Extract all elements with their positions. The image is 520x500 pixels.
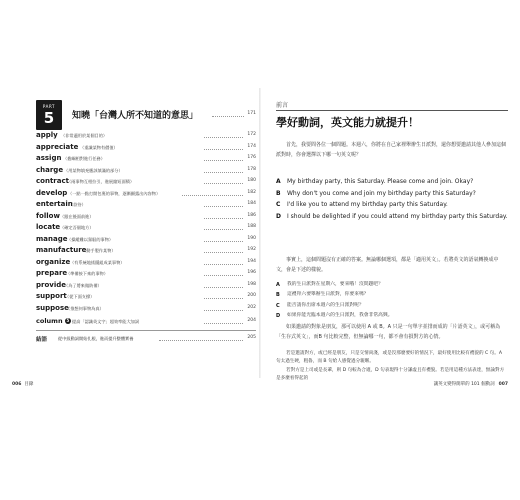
leader-dots	[204, 183, 243, 184]
toc-entry[interactable]	[36, 292, 256, 304]
entry-desc: （重識某物有價值）	[80, 144, 118, 150]
part-page-number: 171	[247, 111, 256, 116]
leader-dots	[212, 116, 244, 117]
entry-desc: （兩事物互相拉引，進展縮短面積）	[67, 179, 135, 184]
entry-page: 186	[247, 212, 256, 218]
leader-dots	[204, 137, 243, 138]
leader-dots	[204, 149, 243, 150]
option-text: I should be delighted if you could attend my birthday party this Saturday.	[287, 212, 508, 220]
part-toc-row	[72, 110, 256, 122]
leader-dots	[204, 323, 243, 324]
toc-entry[interactable]	[36, 258, 256, 270]
entry-desc: （準備接下來的事物）	[66, 271, 108, 276]
right-running-head: 讓英文變得簡單的 101 個動詞	[433, 382, 495, 387]
entry-page: 198	[247, 281, 256, 287]
option-letter: C	[276, 201, 281, 209]
entry-desc: （擔綱相對進行任務）	[63, 156, 105, 161]
entry-page: 194	[247, 258, 256, 264]
entry-word: follow	[36, 211, 60, 220]
entry-desc: （確定吾個地方）	[60, 225, 94, 230]
entry-page: 178	[247, 166, 256, 172]
entry-desc: （一點一點打開包裹的事物，逐漸顯露出內容物）	[68, 190, 161, 196]
paragraph-3: 如果邀請的對象是朋友，那可以使用 A 或 B。A 只是一句單字並排而成的「片語英文」，或可稱為「生存式英文」，而B 句比較完整，但無論哪一句，都不會有損對方的心情。	[276, 324, 501, 340]
toc-entry[interactable]	[36, 131, 256, 143]
leader-dots	[204, 172, 243, 173]
toc-entry[interactable]	[36, 269, 256, 281]
leader-dots	[204, 241, 243, 242]
entry-page: 182	[247, 189, 256, 195]
option-zh-c	[276, 301, 508, 311]
epilogue-label: 結語	[36, 337, 48, 343]
preface-label: 前言	[276, 102, 289, 109]
entry-word: assign	[36, 154, 62, 162]
leader-dots	[204, 252, 243, 253]
part-title: 知曉「台灣人所不知道的意思」	[72, 111, 199, 121]
left-page-number: 006	[12, 382, 22, 387]
left-folio	[12, 381, 33, 387]
entry-desc: （動手製作某物）	[82, 248, 116, 253]
epilogue-entry[interactable]	[36, 334, 256, 346]
option-letter: B	[276, 189, 281, 197]
option-letter: C	[276, 302, 280, 309]
entry-page: 176	[247, 155, 256, 160]
toc-entry[interactable]	[36, 281, 256, 293]
option-en-c	[276, 199, 508, 211]
epilogue-page: 205	[247, 335, 256, 340]
right-page-preface	[261, 0, 520, 500]
entry-word: develop	[36, 188, 68, 197]
entry-page: 174	[247, 143, 256, 149]
leader-dots	[204, 218, 243, 219]
entry-word: contract	[36, 177, 69, 185]
entry-page: 196	[247, 270, 256, 275]
option-zh-b	[276, 290, 508, 300]
paragraph-4: 若是邀請對方，或已經是朋友，只是交情尚淺，或是沒那麼要好的情況下，最好使用比較有禮貌的 C 句。A 句太過生硬，粗魯，而 B 句給人感覺過分親暱。	[276, 351, 502, 365]
entry-desc: （操縱難以駕馭的事物）	[67, 236, 114, 242]
entry-word: appreciate	[36, 142, 79, 151]
leader-dots	[204, 229, 243, 230]
preface-title: 學好動詞，英文能力就提升！	[276, 116, 419, 129]
left-page-contents	[0, 0, 259, 500]
entry-page: 190	[247, 235, 256, 241]
part-badge	[36, 100, 62, 130]
part-number: 5	[43, 109, 55, 127]
leader-dots	[159, 340, 243, 341]
option-letter: A	[276, 282, 280, 288]
entry-desc: （推想何事物為真）	[66, 305, 104, 311]
leader-dots	[204, 275, 243, 276]
entry-page: 202	[247, 304, 256, 310]
toc-entry[interactable]	[36, 223, 256, 235]
option-en-d	[276, 211, 508, 223]
option-text: I'd like you to attend my birthday party this Saturday.	[287, 201, 448, 209]
entry-word: suppose	[36, 303, 69, 312]
toc-entry[interactable]	[36, 246, 256, 258]
entry-page: 172	[247, 132, 256, 137]
leader-dots	[204, 264, 243, 265]
option-text: My birthday party, this Saturday. Please come and join. Okay?	[287, 178, 474, 185]
option-text: 如果你能光臨本週六的生日派對，我會非常高興。	[287, 313, 393, 319]
entry-desc: （有系統地搖擺組成某事物）	[70, 259, 125, 265]
chinese-options	[276, 280, 508, 322]
option-letter: A	[276, 178, 281, 185]
epilogue-desc: 從中級動詞開始扎根，進而提升整體實養	[58, 336, 134, 341]
entry-word: prepare	[36, 269, 68, 277]
entry-page: 180	[247, 178, 256, 183]
toc-entry[interactable]	[36, 304, 256, 316]
paragraph-5: 若對方是上司或是長輩，則 D 句較為合適，D 句表現得十分謙虛且有禮貌。若是用這種方法表達，無論對方是多麼看得起的	[276, 367, 505, 382]
column-page: 204	[247, 317, 256, 323]
english-options	[276, 176, 508, 222]
column-heading	[36, 317, 71, 325]
entry-desc: （款待）	[69, 202, 86, 207]
preface-rule	[276, 110, 508, 111]
option-text: 這禮拜六要舉辦生日派對，你要來嗎？	[287, 292, 369, 298]
entry-word: entertain	[36, 200, 73, 208]
left-running-head: 目錄	[24, 382, 34, 387]
toc-entry[interactable]	[36, 177, 256, 189]
option-letter: D	[276, 212, 281, 220]
column-number-badge: 5	[66, 317, 70, 323]
part-label: PART	[42, 104, 56, 109]
toc-entry[interactable]	[36, 154, 256, 166]
option-text: 能否請你出席本週六的生日派對呢？	[287, 302, 364, 308]
entry-word: locate	[36, 223, 61, 231]
toc-entry[interactable]	[36, 189, 256, 201]
right-page-number: 007	[498, 382, 508, 387]
entry-desc: （跟在後面前進）	[60, 213, 94, 219]
entry-page: 200	[247, 293, 256, 298]
entry-desc: （用某物填充應該填滿的部分）	[64, 167, 123, 173]
preface-continuation	[276, 350, 508, 384]
toc-entry[interactable]	[36, 212, 256, 224]
leader-dots	[182, 195, 243, 196]
leader-dots	[204, 298, 243, 299]
toc-entry[interactable]	[36, 143, 256, 155]
entry-desc: （為了將來做防備）	[64, 282, 102, 288]
entry-word: manage	[36, 234, 68, 243]
option-text: Why don't you come and join my birthday party this Saturday?	[287, 189, 476, 197]
leader-dots	[204, 287, 243, 288]
entry-word: support	[36, 292, 67, 300]
paragraph-1: 首先，我要問各位一個問題。本週六，你將在自己家裡舉辦生日派對，還你想要邀請其他人參加這個派對時，你會選擇以下哪一句英文呢？	[276, 142, 507, 158]
column-entry[interactable]	[36, 317, 256, 329]
option-zh-d	[276, 311, 508, 321]
option-letter: D	[276, 313, 281, 320]
paragraph-2: 事實上，這個問題沒有正確的答案。無論哪個選項，都是「適用英文」。若將英文的語氣轉換成中文，會是下述的樣貌。	[276, 257, 499, 273]
entry-word: provide	[36, 280, 66, 289]
divider	[36, 330, 256, 331]
option-en-b	[276, 188, 508, 200]
leader-dots	[204, 310, 243, 311]
option-letter: B	[276, 292, 280, 299]
option-text: 我的生日派對在星期六，要來哦！沒問題吧？	[287, 282, 383, 287]
entry-word: manufacture	[36, 246, 87, 254]
leader-dots	[204, 206, 243, 207]
entry-page: 184	[247, 201, 256, 206]
entry-desc: （非常適用於某個目的）	[61, 133, 108, 138]
option-zh-a	[276, 280, 508, 290]
column-desc: 提高「認識英文字」超效率能大加詞	[72, 318, 140, 324]
entry-word: organize	[36, 257, 71, 266]
column-word: column	[36, 316, 63, 325]
entry-word: charge	[36, 165, 64, 174]
leader-dots	[204, 160, 243, 161]
entry-word: apply	[36, 131, 58, 139]
entry-page: 188	[247, 224, 256, 229]
toc-entry[interactable]	[36, 235, 256, 247]
option-en-a	[276, 176, 508, 188]
toc-entry[interactable]	[36, 200, 256, 212]
entry-page: 192	[247, 247, 256, 252]
toc-entry[interactable]	[36, 166, 256, 178]
entry-desc: （從下面支撐）	[65, 294, 95, 299]
